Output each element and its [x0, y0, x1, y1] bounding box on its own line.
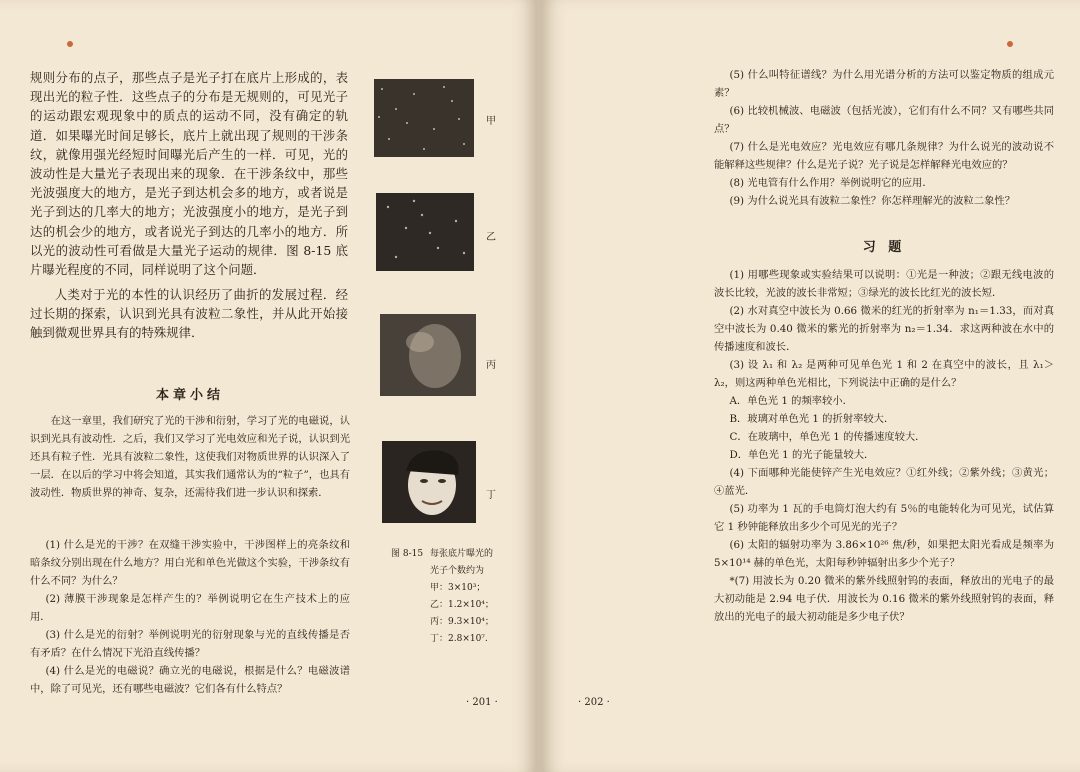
chapter-summary-text: 在这一章里，我们研究了光的干涉和衍射，学习了光的电磁说，认识到光具有波动性．之后，我们又学习了光电效应和光子说，认识到光还具有粒子性．光具有波粒二象性，这使我们对物质世界的认识深入了一层．在以后的学习中将会知道，其实我们通常认为的“粒子”，也具有波动性．物质世界的神奇、复杂，还需待我们进一步认识和探索． [30, 415, 350, 499]
caption-line: 丙：9.3×10⁴； [430, 617, 494, 627]
option-a: A．单色光 1 的频率较小． [729, 395, 853, 407]
figure-caption [430, 546, 520, 648]
figure-label-jia: 甲 [486, 116, 496, 127]
exercise-3: (3) 设 λ₁ 和 λ₂ 是两种可见单色光 1 和 2 在真空中的波长，且 λ₁＞λ₂，则这两种单色光相比，下列说法中正确的是什么？ [714, 359, 1054, 389]
exercise-7: *(7) 用波长为 0.20 微米的紫外线照射钨的表面，释放出的光电子的最大初动能是 2.94 电子伏．用波长为 0.16 微米的紫外线照射钨的表面，释放出的光电子的最大初动能是多少电子伏？ [714, 575, 1054, 623]
exercise-4: (4) 下面哪种光能使锌产生光电效应？①红外线；②紫外线；③黄光；④蓝光． [714, 467, 1054, 497]
review-question-7: (7) 什么是光电效应？光电效应有哪几条规律？为什么说光的波动说不能解释这些规律？什么是光子说？光子说是怎样解释光电效应的？ [714, 141, 1054, 171]
review-question-8: (8) 光电管有什么作用？举例说明它的应用． [729, 177, 933, 189]
body-paragraph-2: 人类对于光的本性的认识经历了曲折的发展过程．经过长期的探索，认识到光具有波粒二象性，并从此开始接触到微观世界具有的特殊规律． [30, 287, 348, 341]
review-question-3: (3) 什么是光的衍射？举例说明光的衍射现象与光的直线传播是否有矛盾？在什么情况下光沿直线传播？ [30, 629, 350, 659]
exercises-title: 习 题 [862, 240, 906, 255]
option-b: B．玻璃对单色光 1 的折射率较大． [729, 413, 895, 425]
review-question-6: (6) 比较机械波、电磁波（包括光波），它们有什么不同？又有哪些共同点？ [714, 105, 1054, 135]
exercise-5: (5) 功率为 1 瓦的手电筒灯泡大约有 5％的电能转化为可见光，试估算它 1 秒钟能释放出多少个可见光的光子？ [714, 503, 1054, 533]
body-paragraph-1: 规则分布的点子，那些点子是光子打在底片上形成的，表现出光的粒子性．这些点子的分布是无规则的，可见光子的运动跟宏观现象中的质点的运动不同，没有确定的轨道．如果曝光时间足够长，底片上就出现了规则的干涉条纹，就像用强光经短时间曝光后产生的一样．可见，光的波动性是大量光子表现出来的现象．在干涉条纹中，那些光波强度大的地方，是光子到达机会多的地方，或者说是光子到达的几率大的地方；光波强度小的地方，是光子到达的机会少的地方，或者说光子到达的几率小的地方．所以光的波动性可看做是大量光子运动的规律．图 8-15 底片曝光程度的不同，同样说明了这个问题． [30, 70, 348, 278]
chapter-summary-title: 本章小结 [155, 388, 224, 403]
caption-line: 甲：3×10³； [430, 583, 486, 593]
caption-line: 乙：1.2×10⁴； [430, 600, 494, 610]
review-question-9: (9) 为什么说光具有波粒二象性？你怎样理解光的波粒二象性？ [729, 195, 1016, 207]
exercise-6: (6) 太阳的辐射功率为 3.86×10²⁶ 焦/秒，如果把太阳光看成是频率为 5×10¹⁴ 赫的单色光，太阳每秒钟辐射出多少个光子？ [714, 539, 1054, 569]
figure-label-yi: 乙 [486, 232, 496, 243]
figure-label-ding: 丁 [486, 490, 496, 501]
review-question-4: (4) 什么是光的电磁说？确立光的电磁说，根据是什么？电磁波谱中，除了可见光，还有哪些电磁波？它们各有什么特点？ [30, 665, 350, 695]
caption-line: 丁：2.8×10⁷. [430, 634, 488, 644]
option-d: D．单色光 1 的光子能量较大． [729, 449, 875, 461]
review-question-5: (5) 什么叫特征谱线？为什么用光谱分析的方法可以鉴定物质的组成元素？ [714, 69, 1054, 99]
figure-number: 图 8-15 [391, 549, 424, 559]
page-number-right: · 202 · [578, 697, 610, 708]
photo-ding [382, 441, 476, 523]
binding-hole-left [67, 41, 73, 47]
photo-jia [374, 79, 474, 157]
figure-label-bing: 丙 [486, 360, 496, 371]
review-question-2: (2) 薄膜干涉现象是怎样产生的？举例说明它在生产技术上的应用． [30, 593, 350, 623]
page-number-left: · 201 · [466, 697, 498, 708]
option-c: C．在玻璃中，单色光 1 的传播速度较大． [729, 431, 926, 443]
exercise-1: (1) 用哪些现象或实验结果可以说明：①光是一种波；②跟无线电波的波长比较，光波的波长非常短；③绿光的波长比红光的波长短． [714, 269, 1054, 299]
binding-hole-right [1007, 41, 1013, 47]
caption-line: 光子个数约为 [430, 566, 485, 576]
review-question-1: (1) 什么是光的干涉？在双缝干涉实验中，干涉图样上的亮条纹和暗条纹分别出现在什么地方？用白光和单色光做这个实验，干涉条纹有什么不同？为什么？ [30, 539, 350, 587]
photo-yi [376, 193, 474, 271]
exercise-2: (2) 水对真空中波长为 0.66 微米的红光的折射率为 n₁＝1.33，而对真空中波长为 0.40 微米的紫光的折射率为 n₂＝1.34．求这两种波在水中的传播速度和波长． [714, 305, 1054, 353]
caption-line: 每张底片曝光的 [430, 549, 494, 559]
photo-bing [380, 314, 476, 396]
